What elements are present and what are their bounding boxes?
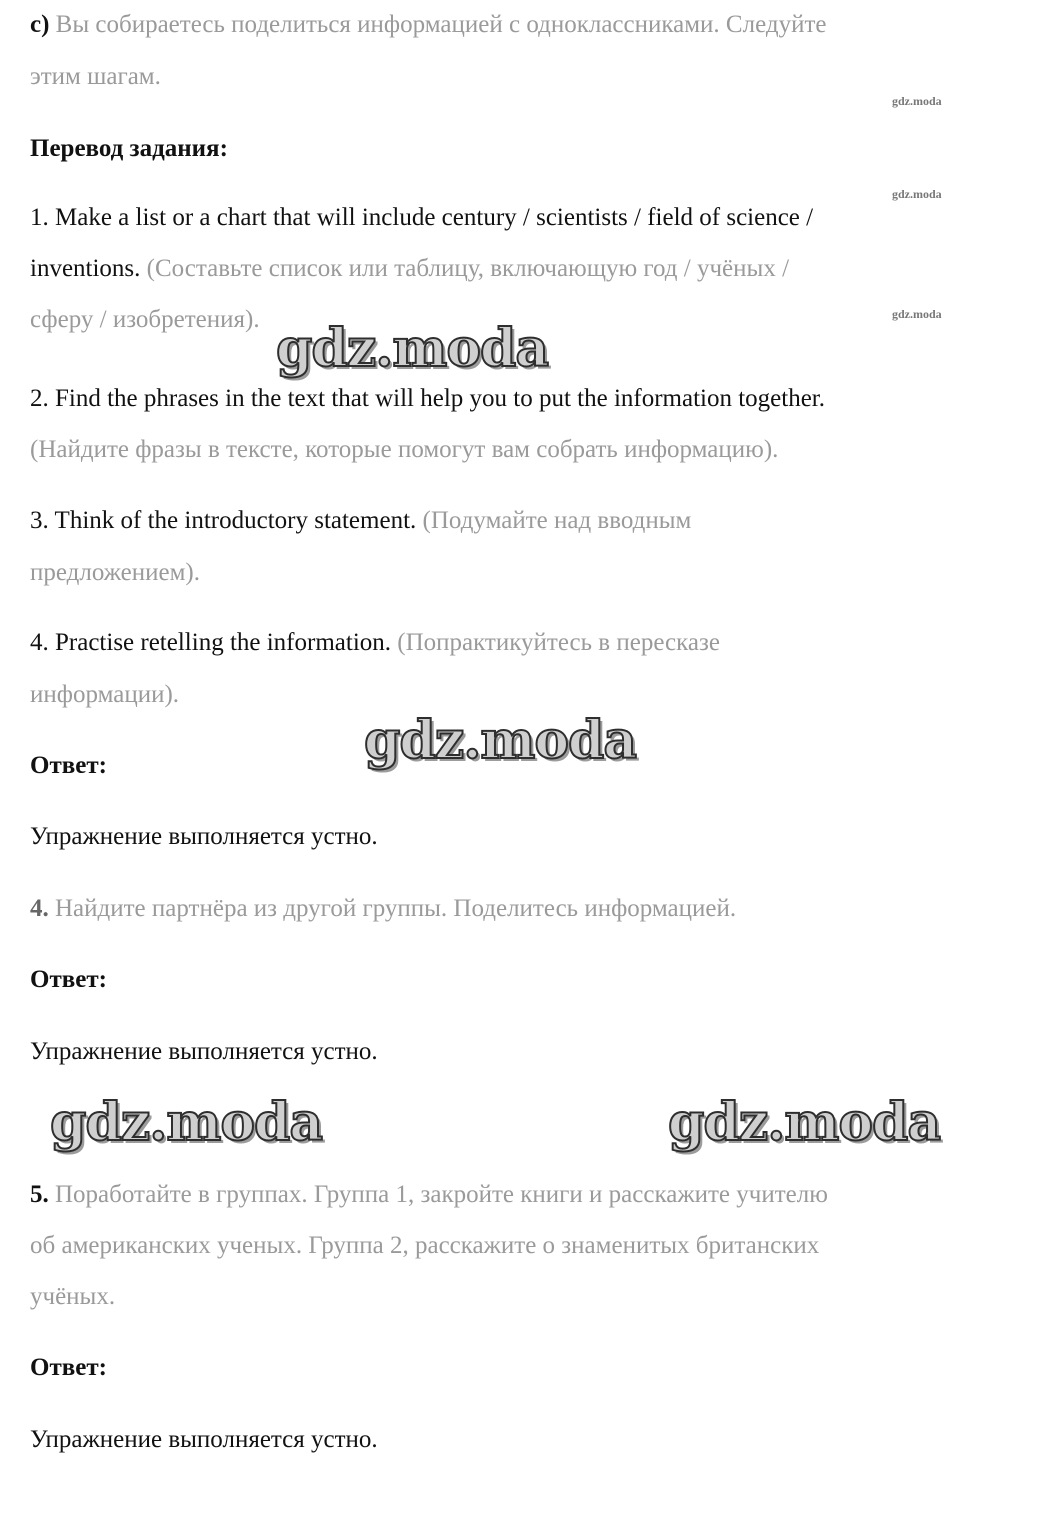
step-2-line-1: 2. Find the phrases in the text that will help you to put the information together. bbox=[30, 385, 826, 412]
step-3-line-2: предложением). bbox=[30, 559, 201, 586]
watermark-small: gdz.moda bbox=[892, 94, 942, 108]
watermark-small: gdz.moda bbox=[892, 187, 942, 201]
step-4-line-2: информации). bbox=[30, 681, 180, 708]
step-2-line-2: (Найдите фразы в тексте, которые помогут вам собрать информацию). bbox=[30, 436, 779, 463]
task-4-text: Найдите партнёра из другой группы. Поделитесь информацией. bbox=[55, 895, 737, 922]
step-4-en: 4. Practise retelling the information. bbox=[30, 629, 392, 656]
task-4-number: 4. bbox=[30, 895, 49, 922]
answer-text: Упражнение выполняется устно. bbox=[30, 1038, 378, 1065]
answer-label: Ответ: bbox=[30, 966, 107, 993]
step-1-line-1: 1. Make a list or a chart that will include century / scientists / field of science / bbox=[30, 204, 814, 231]
watermark-large: gdz.moda bbox=[276, 318, 549, 379]
step-3-ru: (Подумайте над вводным bbox=[422, 507, 692, 534]
section-c-line-1 bbox=[30, 10, 826, 40]
step-4-line-1 bbox=[30, 628, 720, 658]
section-c-line-2: этим шагам. bbox=[30, 63, 161, 90]
step-1-en: inventions. bbox=[30, 255, 141, 282]
section-c-text: Вы собираетесь поделиться информацией с одноклассниками. Следуйте bbox=[55, 11, 827, 38]
answer-label: Ответ: bbox=[30, 1354, 107, 1381]
answer-label: Ответ: bbox=[30, 752, 107, 779]
step-4-ru: (Попрактикуйтесь в пересказе bbox=[397, 629, 720, 656]
watermark-large: gdz.moda bbox=[364, 710, 637, 771]
step-3-en: 3. Think of the introductory statement. bbox=[30, 507, 417, 534]
translation-heading: Перевод задания: bbox=[30, 135, 228, 162]
answer-text: Упражнение выполняется устно. bbox=[30, 823, 378, 850]
task-5-line-3: учёных. bbox=[30, 1283, 116, 1310]
step-3-line-1 bbox=[30, 506, 691, 536]
step-1-line-3: сферу / изобретения). bbox=[30, 306, 260, 333]
step-1-line-2 bbox=[30, 254, 789, 284]
watermark-large: gdz.moda bbox=[668, 1092, 941, 1153]
task-4 bbox=[30, 894, 736, 924]
answer-text: Упражнение выполняется устно. bbox=[30, 1426, 378, 1453]
task-5-line-1 bbox=[30, 1180, 828, 1210]
watermark-small: gdz.moda bbox=[892, 307, 942, 321]
section-c-label: c) bbox=[30, 11, 50, 38]
task-5-line-2: об американских ученых. Группа 2, расскажите о знаменитых британских bbox=[30, 1232, 820, 1259]
task-5-text: Поработайте в группах. Группа 1, закройте книги и расскажите учителю bbox=[55, 1181, 828, 1208]
watermark-large: gdz.moda bbox=[50, 1092, 323, 1153]
task-5-number: 5. bbox=[30, 1181, 49, 1208]
step-1-ru: (Составьте список или таблицу, включающую год / учёных / bbox=[146, 255, 790, 282]
